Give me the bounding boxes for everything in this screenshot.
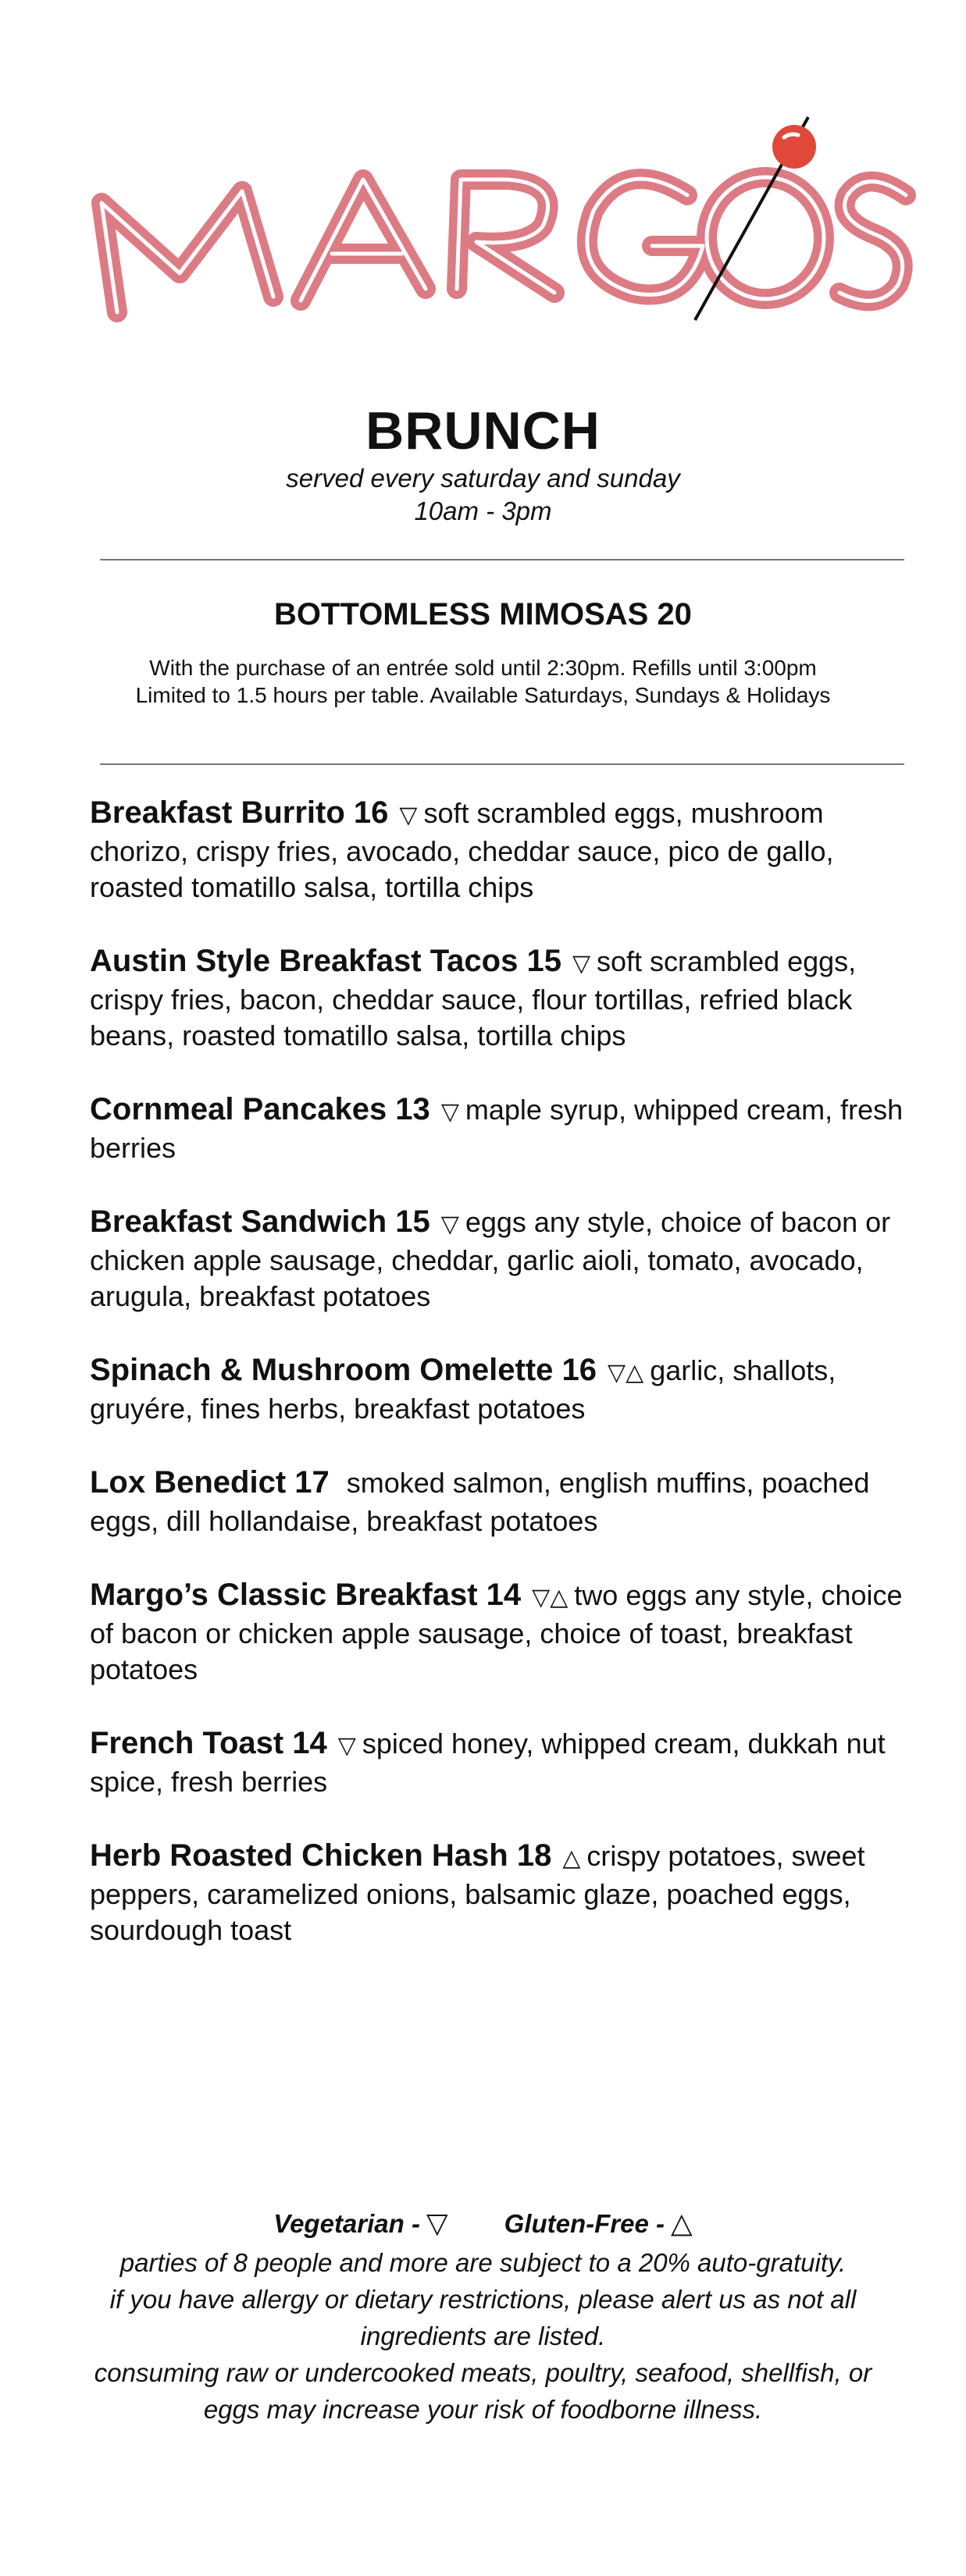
menu-item-description: two eggs any style, choice of bacon or chicken apple sausage, choice of toast, breakfast potatoes — [90, 1579, 903, 1685]
menu-list — [90, 795, 918, 1986]
menu-item-name: Austin Style Breakfast Tacos 15 — [90, 944, 561, 978]
allergy-note: ingredients are listed. — [360, 2322, 606, 2350]
diet-marks: ▽△ — [532, 1585, 569, 1610]
menu-item-name: Breakfast Burrito 16 — [90, 795, 389, 830]
diet-marks — [330, 1472, 347, 1498]
menu-item-description: eggs any style, choice of bacon or chicken apple sausage, cheddar, garlic aioli, tomato, avocado, arugula, breakfast potatoes — [90, 1206, 891, 1312]
menu-item-name: Margo’s Classic Breakfast 14 — [90, 1578, 522, 1612]
menu-item-name: French Toast 14 — [90, 1726, 327, 1760]
menu-item-description: crispy potatoes, sweet peppers, caramelized onions, balsamic glaze, poached eggs, sourdough toast — [90, 1840, 865, 1946]
gratuity-note: parties of 8 people and more are subject to a 20% auto-gratuity. — [119, 2248, 847, 2277]
menu-item — [90, 1204, 918, 1315]
diet-marks: ▽ — [440, 1212, 459, 1237]
menu-item — [90, 1352, 918, 1427]
menu-item — [90, 795, 918, 906]
diet-marks: ▽ — [440, 1099, 459, 1125]
menu-item-description: spiced honey, whipped cream, dukkah nut spice, fresh berries — [90, 1727, 886, 1798]
diet-marks: △ — [562, 1845, 581, 1871]
raw-food-warning: consuming raw or undercooked meats, poultry, seafood, shellfish, or — [94, 2358, 872, 2387]
mimosa-terms-line: With the purchase of an entrée sold until 2:30pm. Refills until 3:00pm — [149, 656, 817, 680]
menu-item-description: garlic, shallots, gruyére, fines herbs, breakfast potatoes — [90, 1354, 836, 1425]
menu-item-name: Herb Roasted Chicken Hash 18 — [90, 1838, 552, 1873]
menu-item-name: Cornmeal Pancakes 13 — [90, 1092, 430, 1126]
raw-food-warning: eggs may increase your risk of foodborne illness. — [203, 2395, 763, 2424]
gluten-free-label: Gluten-Free - — [504, 2209, 665, 2238]
diet-marks: ▽ — [572, 951, 591, 977]
menu-item — [90, 1091, 918, 1166]
service-days: served every saturday and sunday — [286, 464, 680, 493]
diet-legend — [0, 2203, 966, 2244]
mimosa-terms-line: Limited to 1.5 hours per table. Available Saturdays, Sundays & Holidays — [135, 683, 831, 707]
menu-item-description: soft scrambled eggs, crispy fries, bacon, cheddar sauce, flour tortillas, refried black beans, roasted tomatillo salsa, tortilla chips — [90, 945, 857, 1051]
menu-item — [90, 1577, 918, 1688]
menu-item-name: Breakfast Sandwich 15 — [90, 1204, 430, 1239]
diet-marks: ▽ — [337, 1733, 356, 1759]
menu-item-description: soft scrambled eggs, mushroom chorizo, crispy fries, avocado, cheddar sauce, pico de gallo, roasted tomatillo salsa, tortilla chips — [90, 797, 834, 903]
mimosa-title: BOTTOMLESS MIMOSAS 20 — [274, 597, 692, 632]
service-hours: 10am - 3pm — [414, 496, 552, 525]
page-title: BRUNCH — [365, 401, 601, 461]
menu-item — [90, 1725, 918, 1800]
margos-logo — [94, 109, 921, 343]
menu-item-name: Spinach & Mushroom Omelette 16 — [90, 1353, 597, 1387]
gluten-free-icon: △ — [671, 2207, 693, 2239]
allergy-note: if you have allergy or dietary restrictions, please alert us as not all — [109, 2285, 857, 2314]
menu-item-description: maple syrup, whipped cream, fresh berries — [90, 1094, 904, 1164]
diet-marks: ▽△ — [608, 1360, 644, 1386]
vegetarian-label: Vegetarian - — [273, 2209, 420, 2238]
menu-item-name: Lox Benedict 17 — [90, 1465, 330, 1500]
divider-bottom — [100, 763, 904, 765]
menu-header — [0, 400, 966, 528]
mimosa-section — [0, 595, 966, 709]
divider-top — [100, 559, 904, 560]
menu-footer — [0, 2203, 966, 2428]
menu-item — [90, 1464, 918, 1539]
logo-graphic — [94, 109, 921, 343]
menu-item — [90, 943, 918, 1054]
diet-marks: ▽ — [399, 802, 418, 828]
olive-icon — [772, 125, 816, 169]
menu-item-description: smoked salmon, english muffins, poached eggs, dill hollandaise, breakfast potatoes — [90, 1467, 870, 1537]
menu-item — [90, 1838, 918, 1948]
vegetarian-icon: ▽ — [426, 2207, 448, 2239]
